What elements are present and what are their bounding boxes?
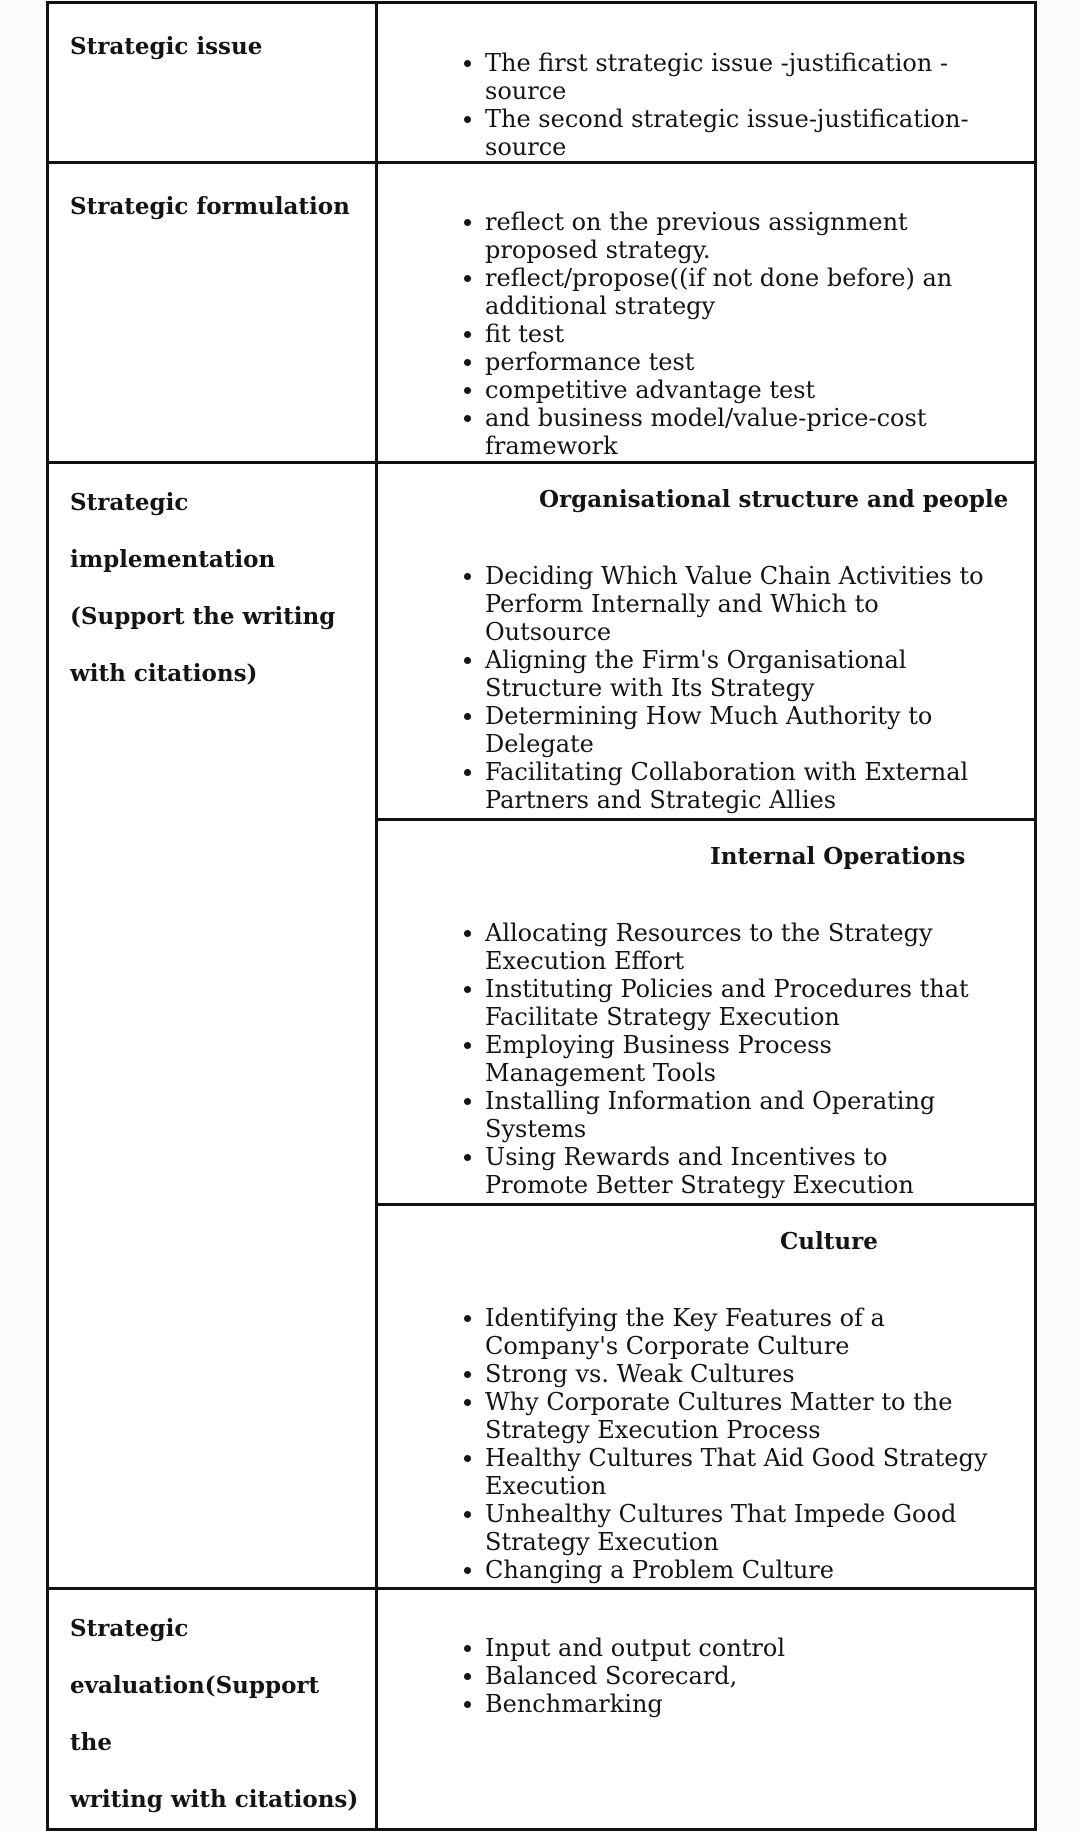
bullet-list [378, 208, 1034, 460]
row-label-line: evaluation(Support the [70, 1672, 320, 1756]
row-label-line: implementation [70, 546, 276, 573]
bullet-list [378, 1304, 1034, 1584]
list-item: fit test [485, 320, 994, 348]
list-item: Healthy Cultures That Aid Good Strategy Execution [485, 1444, 994, 1500]
list-item: competitive advantage test [485, 376, 994, 404]
row-label: Strategic issue [70, 33, 263, 60]
bullet-list [378, 49, 1034, 161]
list-item: reflect/propose((if not done before) an additional strategy [485, 264, 994, 320]
row-content-cell [377, 463, 1036, 820]
list-item: Aligning the Firm's Organisational Structure with Its Strategy [485, 646, 994, 702]
list-item: Unhealthy Cultures That Impede Good Strategy Execution [485, 1500, 994, 1556]
row-label-cell [48, 463, 377, 1589]
table-row-strategic-evaluation [48, 1589, 1036, 1830]
row-content-cell [377, 820, 1036, 1205]
bullet-list [378, 562, 1034, 814]
list-item: Using Rewards and Incentives to Promote Better Strategy Execution [485, 1143, 994, 1199]
row-content-cell [377, 163, 1036, 463]
bullet-list [378, 919, 1034, 1199]
row-label: Strategic formulation [70, 193, 350, 220]
bullet-list [378, 1634, 1034, 1718]
row-content-cell [377, 1205, 1036, 1589]
list-item: Input and output control [485, 1634, 994, 1662]
row-label-line: Strategic [70, 1615, 189, 1642]
list-item: Benchmarking [485, 1690, 994, 1718]
list-item: The second strategic issue-justification-source [485, 105, 994, 161]
list-item: Installing Information and Operating Systems [485, 1087, 994, 1143]
section-heading-operations: Internal Operations [710, 843, 966, 870]
row-label-cell [48, 163, 377, 463]
section-heading-structure: Organisational structure and people [539, 486, 1009, 513]
list-item: Identifying the Key Features of a Company's Corporate Culture [485, 1304, 994, 1360]
row-content-cell [377, 1589, 1036, 1830]
list-item: Determining How Much Authority to Delegate [485, 702, 994, 758]
list-item: Allocating Resources to the Strategy Execution Effort [485, 919, 994, 975]
row-label-line: writing with citations) [70, 1786, 359, 1813]
assignment-structure-table [46, 1, 1037, 1831]
list-item: Strong vs. Weak Cultures [485, 1360, 994, 1388]
list-item: The first strategic issue -justification - source [485, 49, 994, 105]
list-item: Instituting Policies and Procedures that Facilitate Strategy Execution [485, 975, 994, 1031]
list-item: Why Corporate Cultures Matter to the Strategy Execution Process [485, 1388, 994, 1444]
row-label-cell [48, 1589, 377, 1830]
list-item: Balanced Scorecard, [485, 1662, 994, 1690]
section-heading-culture: Culture [780, 1228, 878, 1255]
row-label-line: Strategic [70, 489, 189, 516]
list-item: reflect on the previous assignment proposed strategy. [485, 208, 994, 264]
table-row-strategic-implementation [48, 463, 1036, 820]
list-item: performance test [485, 348, 994, 376]
table-row-strategic-formulation [48, 163, 1036, 463]
list-item: Changing a Problem Culture [485, 1556, 994, 1584]
row-label-line: with citations) [70, 660, 258, 687]
list-item: and business model/value-price-cost framework [485, 404, 994, 460]
list-item: Facilitating Collaboration with External Partners and Strategic Allies [485, 758, 994, 814]
list-item: Deciding Which Value Chain Activities to Perform Internally and Which to Outsource [485, 562, 994, 646]
row-label-line: (Support the writing [70, 603, 336, 630]
table-row-strategic-issue [48, 3, 1036, 163]
row-label-cell [48, 3, 377, 163]
list-item: Employing Business Process Management Tools [485, 1031, 994, 1087]
row-content-cell [377, 3, 1036, 163]
